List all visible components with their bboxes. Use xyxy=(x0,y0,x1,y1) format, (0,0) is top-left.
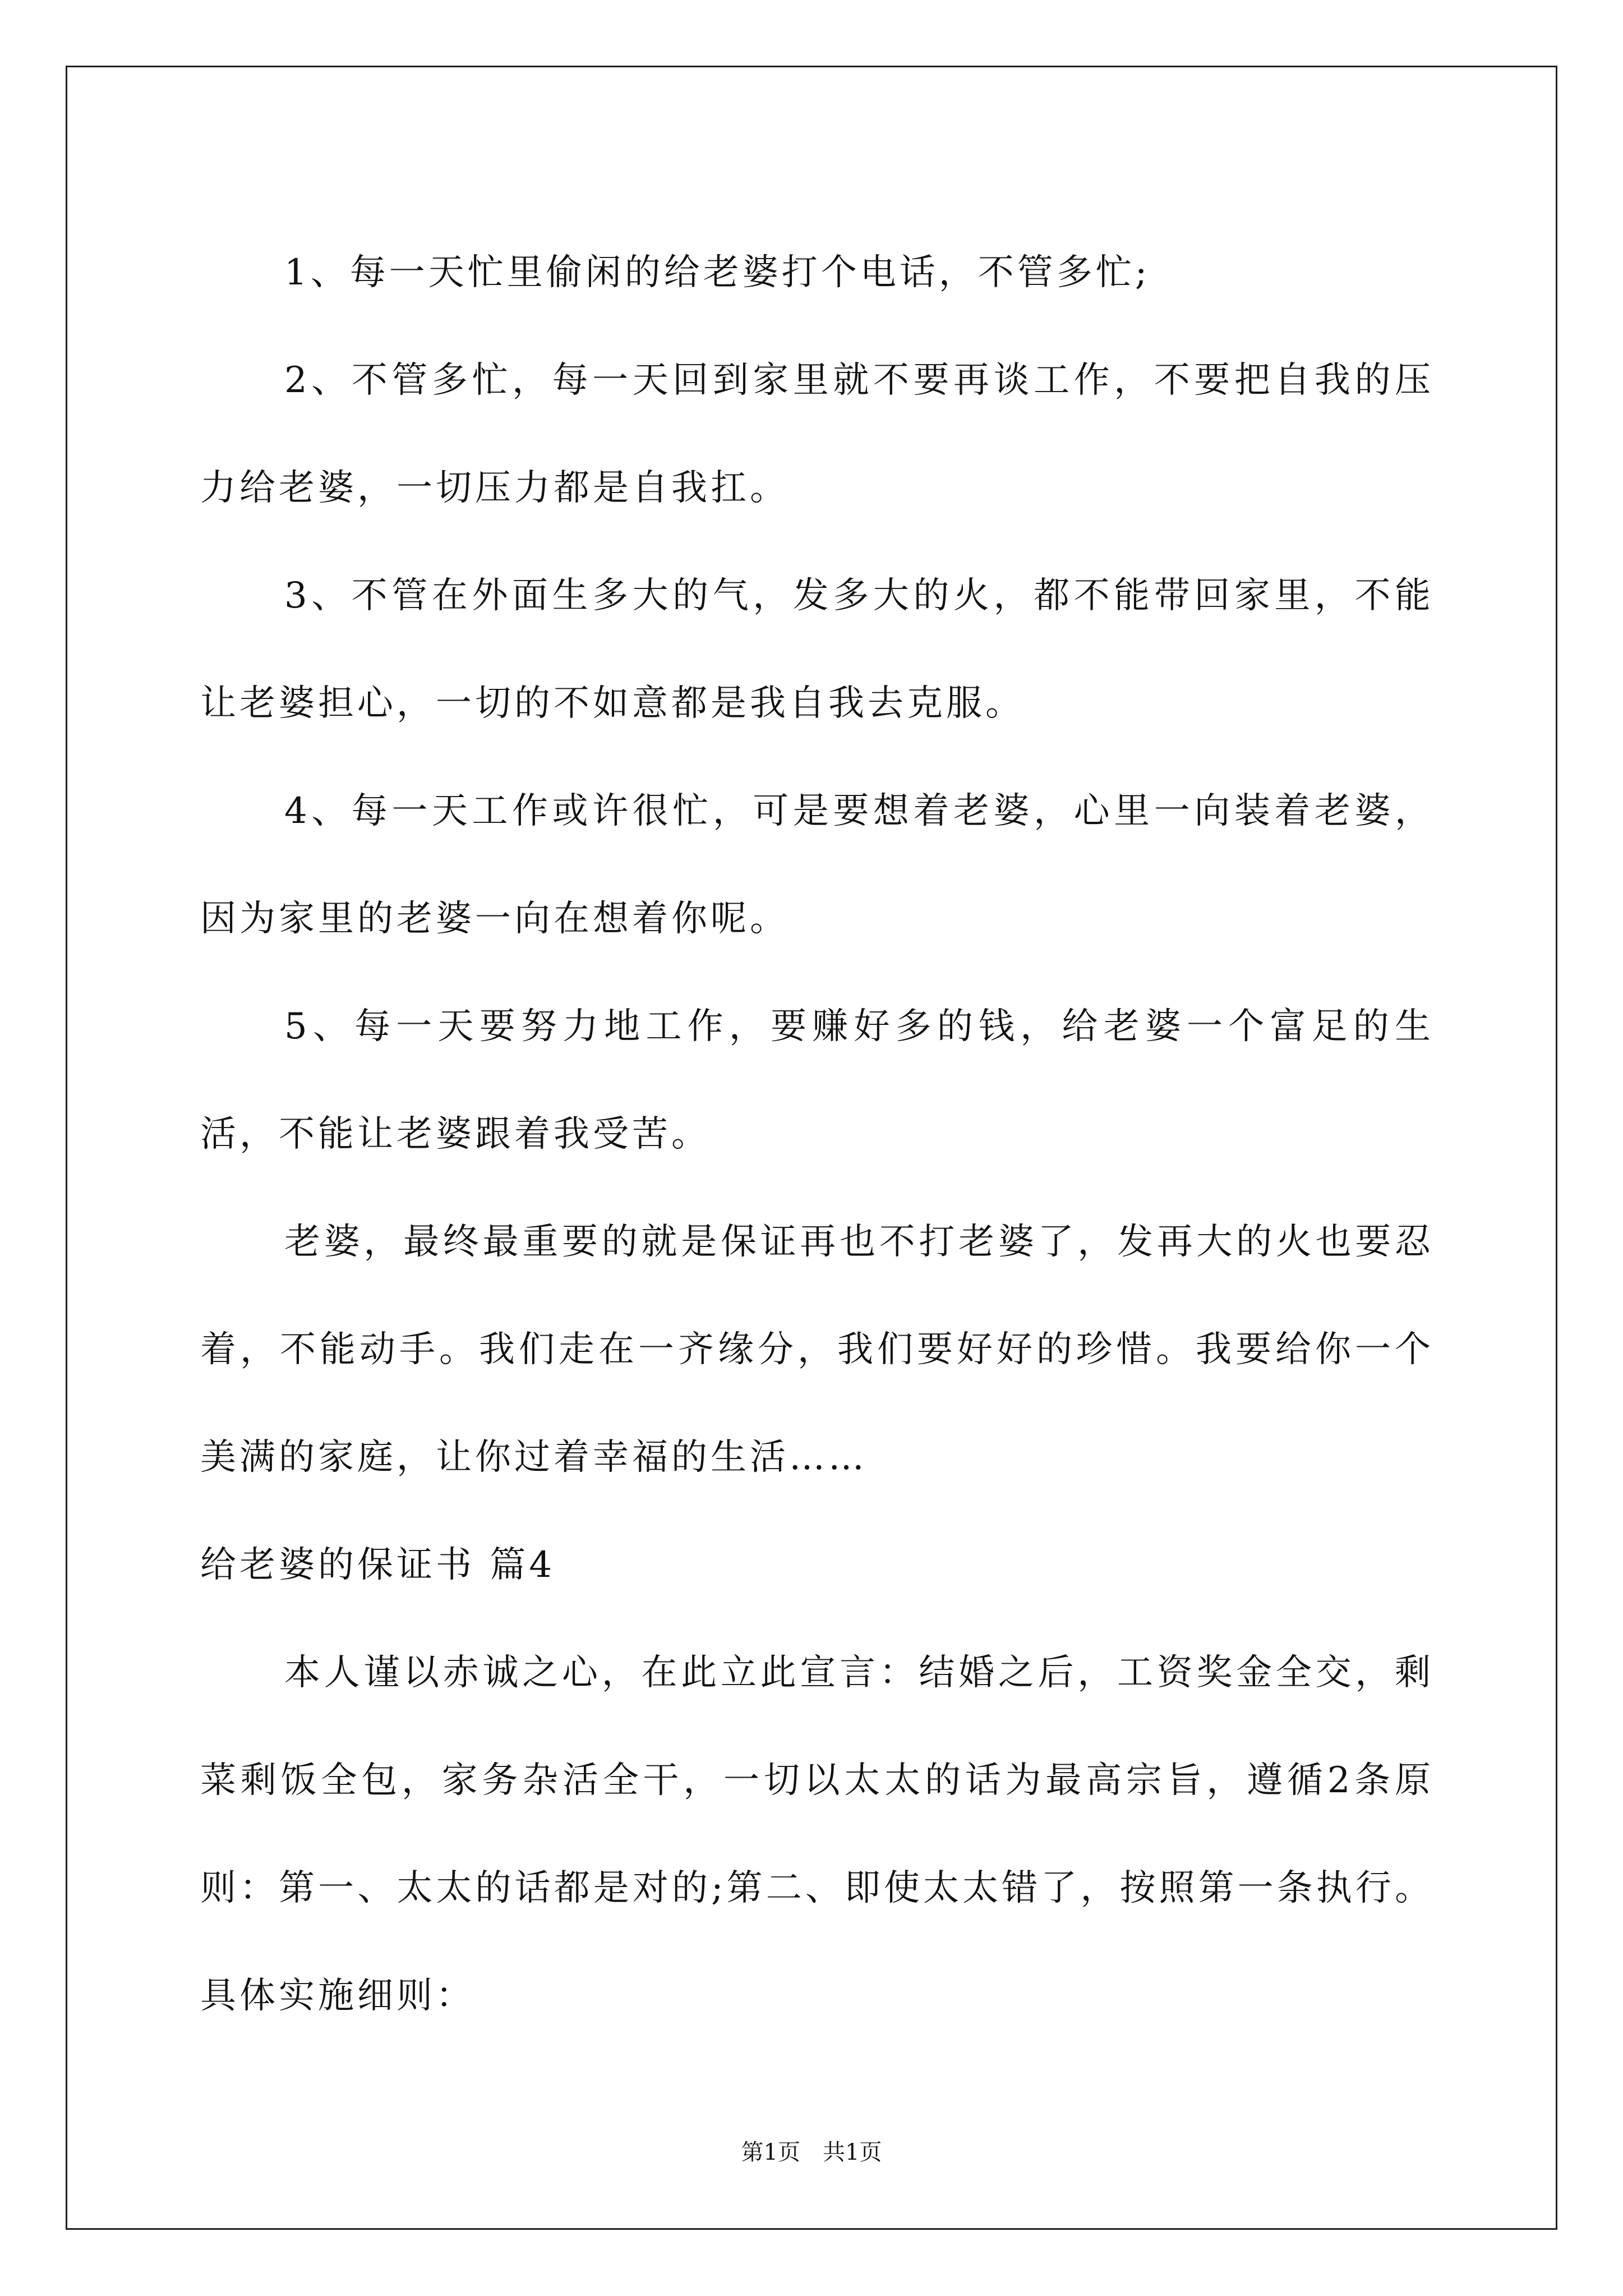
paragraph-7: 本人谨以赤诚之心，在此立此宣言：结婚之后，工资奖金全交，剩菜剩饭全包，家务杂活全干，一切以太太的话为最高宗旨，遵循2条原则：第一、太太的话都是对的;第二、即使太太错了，按照第一条执行。具体实施细则： xyxy=(200,1652,1434,2017)
section-heading: 给老婆的保证书 篇4 xyxy=(200,1544,556,1586)
paragraph-2: 2、不管多忙，每一天回到家里就不要再谈工作，不要把自我的压力给老婆，一切压力都是自我扛。 xyxy=(200,360,1434,509)
paragraph-6: 老婆，最终最重要的就是保证再也不打老婆了，发再大的火也要忍着，不能动手。我们走在一齐缘分，我们要好好的珍惜。我要给你一个美满的家庭，让你过着幸福的生活…… xyxy=(200,1221,1434,1478)
document-body xyxy=(200,219,1434,2050)
paragraph-5: 5、每一天要努力地工作，要赚好多的钱，给老婆一个富足的生活，不能让老婆跟着我受苦。 xyxy=(200,1006,1434,1155)
paragraph-4: 4、每一天工作或许很忙，可是要想着老婆，心里一向装着老婆，因为家里的老婆一向在想着你呢。 xyxy=(200,790,1434,940)
page-footer: 第1页 共1页 xyxy=(741,2139,882,2165)
paragraph-1: 1、每一天忙里偷闲的给老婆打个电话，不管多忙; xyxy=(284,252,1151,293)
paragraph-3: 3、不管在外面生多大的气，发多大的火，都不能带回家里，不能让老婆担心，一切的不如意都是我自我去克服。 xyxy=(200,575,1434,724)
